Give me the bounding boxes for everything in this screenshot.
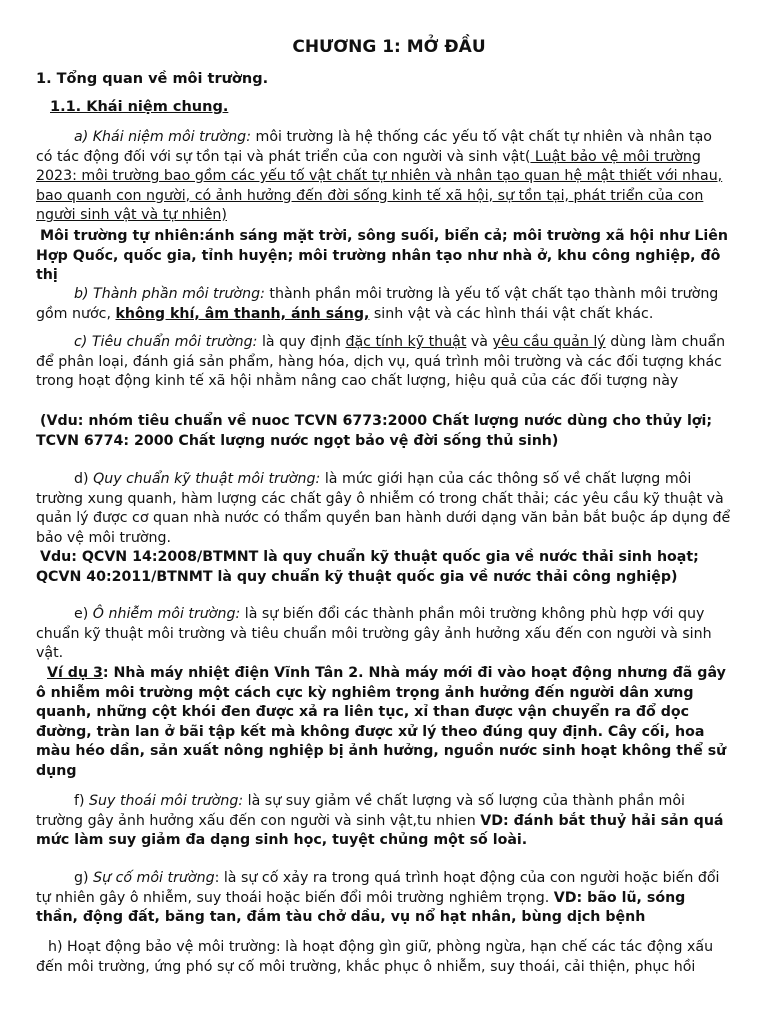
term-f: Suy thoái môi trường: [89,793,244,809]
paragraph-b: b) Thành phần môi trường: thành phần môi trường là yếu tố vật chất tạo thành môi trường gồm nước, không khí, âm thanh, ánh sáng, sinh vật và các hình thái vật chất khác. [36,286,719,322]
section-heading-1: 1. Tổng quan về môi trường. [36,71,269,87]
term-d: Quy chuẩn kỹ thuật môi trường: [93,471,321,487]
term-g: Sự cố môi trường [93,870,215,886]
paragraph-c: c) Tiêu chuẩn môi trường: là quy định đặc tính kỹ thuật và yêu cầu quản lý dùng làm chuẩn để phân loại, đánh giá sản phẩm, hàng hóa, dịch vụ, quá trình môi trường và các đối tượng khác trong hoạt động kinh tế xã hội nhằm nâng cao chất lượng, hiệu quả của các đối tượng này [36,334,726,389]
paragraph-a: a) Khái niệm môi trường: môi trường là hệ thống các yếu tố vật chất tự nhiên và nhân tạo có tác động đối với sự tồn tại và phát triển của con người và sinh vật( Luật bảo vệ môi trường 2023: môi trường bao gồm các yếu tố vật chất tự nhiên và nhân tạo quan hệ mật thiết với nhau, bao quanh con người, có ảnh hưởng đến đời sống kinh tế xã hội, sự tồn tại, phát triển của con người sinh vật và tự nhiên) [36,129,723,223]
paragraph-g: g) Sự cố môi trường: là sự cố xảy ra trong quá trình hoạt động của con người hoặc biến đổi tự nhiên gây ô nhiễm, suy thoái hoặc biến đổi môi trường nghiêm trọng. VD: bão lũ, sóng thần, động đất, băng tan, đắm tàu chở dầu, vụ nổ hạt nhân, bùng dịch bệnh [36,870,720,925]
term-e: Ô nhiễm môi trường: [92,606,241,622]
chapter-title: CHƯƠNG 1: MỞ ĐẦU [292,37,486,57]
example-a: Môi trường tự nhiên:ánh sáng mặt trời, sông suối, biển cả; môi trường xã hội như Liên Hợp Quốc, quốc gia, tỉnh huyện; môi trường nhân tạo như nhà ở, khu công nghiệp, đô thị [36,228,728,283]
term-b: b) Thành phần môi trường: [74,286,265,302]
term-a: a) Khái niệm môi trường: [74,129,251,145]
paragraph-e: e) Ô nhiễm môi trường: là sự biến đổi các thành phần môi trường không phù hợp với quy chuẩn kỹ thuật môi trường và tiêu chuẩn môi trường gây ảnh hưởng xấu đến con người và sinh vật. [36,606,712,661]
section-heading-1-1: 1.1. Khái niệm chung. [50,99,229,115]
term-c: c) Tiêu chuẩn môi trường: [74,334,258,350]
example-label: Ví dụ 3 [47,665,103,681]
law-reference: Luật bảo vệ môi trường 2023: môi trường bao gồm các yếu tố vật chất tự nhiên và nhân tạo quan hệ mật thiết với nhau, bao quanh con người, có ảnh hưởng đến đời sống kinh tế xã hội, sự tồn tại, phát triển của con người sinh vật và tự nhiên) [36,148,723,223]
paragraph-f: f) Suy thoái môi trường: là sự suy giảm về chất lượng và số lượng của thành phần môi trường gây ảnh hưởng xấu đến con người và sinh vật,tu nhien VD: đánh bắt thuỷ hải sản quá mức làm suy giảm đa dạng sinh học, tuyệt chủng một số loài. [36,793,724,848]
example-c: (Vdu: nhóm tiêu chuẩn về nuoc TCVN 6773:2000 Chất lượng nước dùng cho thủy lợi; TCVN 6774: 2000 Chất lượng nước ngọt bảo vệ đời sống thủ sinh) [36,413,713,449]
example-d: Vdu: QCVN 14:2008/BTMNT là quy chuẩn kỹ thuật quốc gia về nước thải sinh hoạt; QCVN 40:2011/BTNMT là quy chuẩn kỹ thuật quốc gia về nước thải công nghiệp) [36,549,699,585]
paragraph-d: d) Quy chuẩn kỹ thuật môi trường: là mức giới hạn của các thông số về chất lượng môi trường xung quanh, hàm lượng các chất gây ô nhiễm có trong chất thải; các yêu cầu kỹ thuật và quản lý được cơ quan nhà nước có thẩm quyền ban hành dưới dạng văn bản bắt buộc áp dụng để bảo vệ môi trường. [36,471,731,546]
example-e: Ví dụ 3: Nhà máy nhiệt điện Vĩnh Tân 2. Nhà máy mới đi vào hoạt động nhưng đã gây ô nhiễm môi trường một cách cực kỳ nghiêm trọng ảnh hưởng đến người dân xưng quanh, những cột khói đen được xả ra liên tục, xỉ than được vận chuyển ra đổ dọc đường, tràn lan ở bãi tập kết mà không được xử lý theo đúng quy định. Cây cối, hoa màu héo dần, sản xuất nông nghiệp bị ảnh hưởng, nguồn nước sinh hoạt không thể sử dụng [36,665,727,779]
paragraph-h: h) Hoạt động bảo vệ môi trường: là hoạt động gìn giữ, phòng ngừa, hạn chế các tác động xấu đến môi trường, ứng phó sự cố môi trường, khắc phục ô nhiễm, suy thoái, cải thiện, phục hồi [36,939,714,975]
